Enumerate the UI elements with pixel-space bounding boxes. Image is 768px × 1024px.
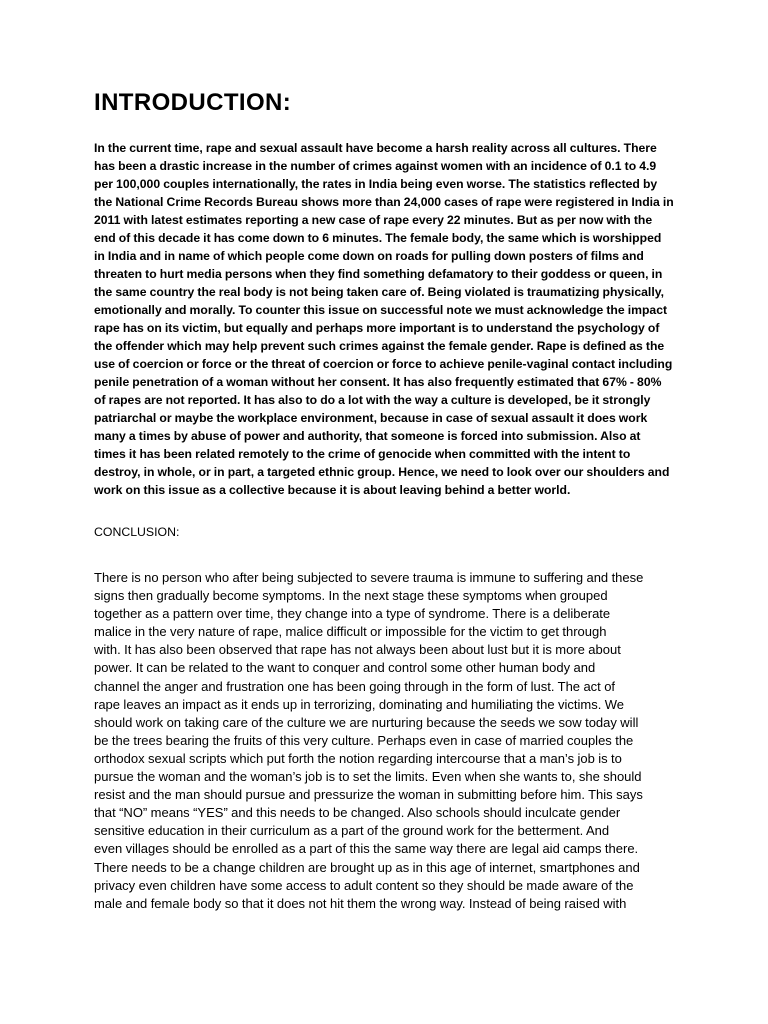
conclusion-line: should work on taking care of the culture we are nurturing because the seeds we sow today will (94, 714, 639, 730)
introduction-line: in India and in name of which people come down on roads for pulling down posters of films and (94, 249, 644, 263)
introduction-line: many a times by abuse of power and authority, that someone is forced into submission. Also at (94, 429, 641, 443)
conclusion-paragraph (94, 569, 684, 913)
introduction-line: threaten to hurt media persons when they find something defamatory to their goddess or queen, in (94, 267, 663, 281)
conclusion-line: There needs to be a change children are brought up as in this age of internet, smartphones and (94, 859, 640, 875)
introduction-line: 2011 with latest estimates reporting a new case of rape every 22 minutes. But as per now with the (94, 213, 653, 227)
introduction-line: per 100,000 couples internationally, the rates in India being even worse. The statistics reflected by (94, 177, 658, 191)
conclusion-line: channel the anger and frustration one has been going through in the form of lust. The act of (94, 678, 616, 694)
introduction-line: work on this issue as a collective because it is about leaving behind a better world. (94, 483, 571, 497)
introduction-line: of rapes are not reported. It has also to do a lot with the way a culture is developed, be it strongly (94, 393, 651, 407)
conclusion-line: orthodox sexual scripts which put forth the notion regarding intercourse that a man’s job is to (94, 750, 622, 766)
introduction-line: use of coercion or force or the threat of coercion or force to achieve penile-vaginal contact including (94, 357, 673, 371)
conclusion-line: pursue the woman and the woman’s job is to set the limits. Even when she wants to, she should (94, 769, 642, 785)
introduction-line: penile penetration of a woman without her consent. It has also frequently estimated that 67% - 80% (94, 375, 662, 389)
conclusion-line: power. It can be related to the want to conquer and control some other human body and (94, 660, 596, 676)
conclusion-line: be the trees bearing the fruits of this very culture. Perhaps even in case of married couples the (94, 732, 634, 748)
conclusion-line: that “NO” means “YES” and this needs to be changed. Also schools should inculcate gender (94, 805, 621, 821)
introduction-line: times it has been related remotely to the crime of genocide when committed with the intent to (94, 447, 631, 461)
introduction-line: the offender which may help prevent such crimes against the female gender. Rape is defined as the (94, 339, 665, 353)
introduction-line: rape has on its victim, but equally and perhaps more important is to understand the psychology of (94, 321, 660, 335)
introduction-line: destroy, in whole, or in part, a targeted ethnic group. Hence, we need to look over our shoulders and (94, 465, 670, 479)
conclusion-line: sensitive education in their curriculum as a part of the ground work for the betterment. And (94, 823, 610, 839)
introduction-line: the same country the real body is not being taken care of. Being violated is traumatizing physically, (94, 285, 664, 299)
introduction-paragraph (94, 139, 680, 499)
introduction-line: In the current time, rape and sexual assault have become a harsh reality across all cultures. There (94, 141, 657, 155)
introduction-line: end of this decade it has come down to 6 minutes. The female body, the same which is worshipped (94, 231, 662, 245)
introduction-line: has been a drastic increase in the number of crimes against women with an incidence of 0.1 to 4.9 (94, 159, 657, 173)
conclusion-line: male and female body so that it does not hit them the wrong way. Instead of being raised with (94, 895, 627, 911)
introduction-line: patriarchal or maybe the workplace environment, because in case of sexual assault it does work (94, 411, 648, 425)
page-title: INTRODUCTION: (94, 89, 292, 116)
conclusion-line: together as a pattern over time, they change into a type of syndrome. There is a deliberate (94, 606, 611, 622)
conclusion-heading: CONCLUSION: (94, 525, 180, 539)
conclusion-line: resist and the man should pursue and pressurize the woman in submitting before him. This says (94, 787, 643, 803)
conclusion-line: signs then gradually become symptoms. In the next stage these symptoms when grouped (94, 588, 608, 604)
conclusion-line: rape leaves an impact as it ends up in terrorizing, dominating and humiliating the victims. We (94, 696, 625, 712)
introduction-line: the National Crime Records Bureau shows more than 24,000 cases of rape were registered in India in (94, 195, 674, 209)
conclusion-line: privacy even children have some access to adult content so they should be made aware of the (94, 877, 634, 893)
conclusion-line: even villages should be enrolled as a part of this the same way there are legal aid camps there. (94, 841, 639, 857)
conclusion-line: malice in the very nature of rape, malice difficult or impossible for the victim to get through (94, 624, 607, 640)
conclusion-line: There is no person who after being subjected to severe trauma is immune to suffering and these (94, 570, 644, 585)
conclusion-line: with. It has also been observed that rape has not always been about lust but it is more about (94, 642, 621, 658)
introduction-line: emotionally and morally. To counter this issue on successful note we must acknowledge the impact (94, 303, 668, 317)
